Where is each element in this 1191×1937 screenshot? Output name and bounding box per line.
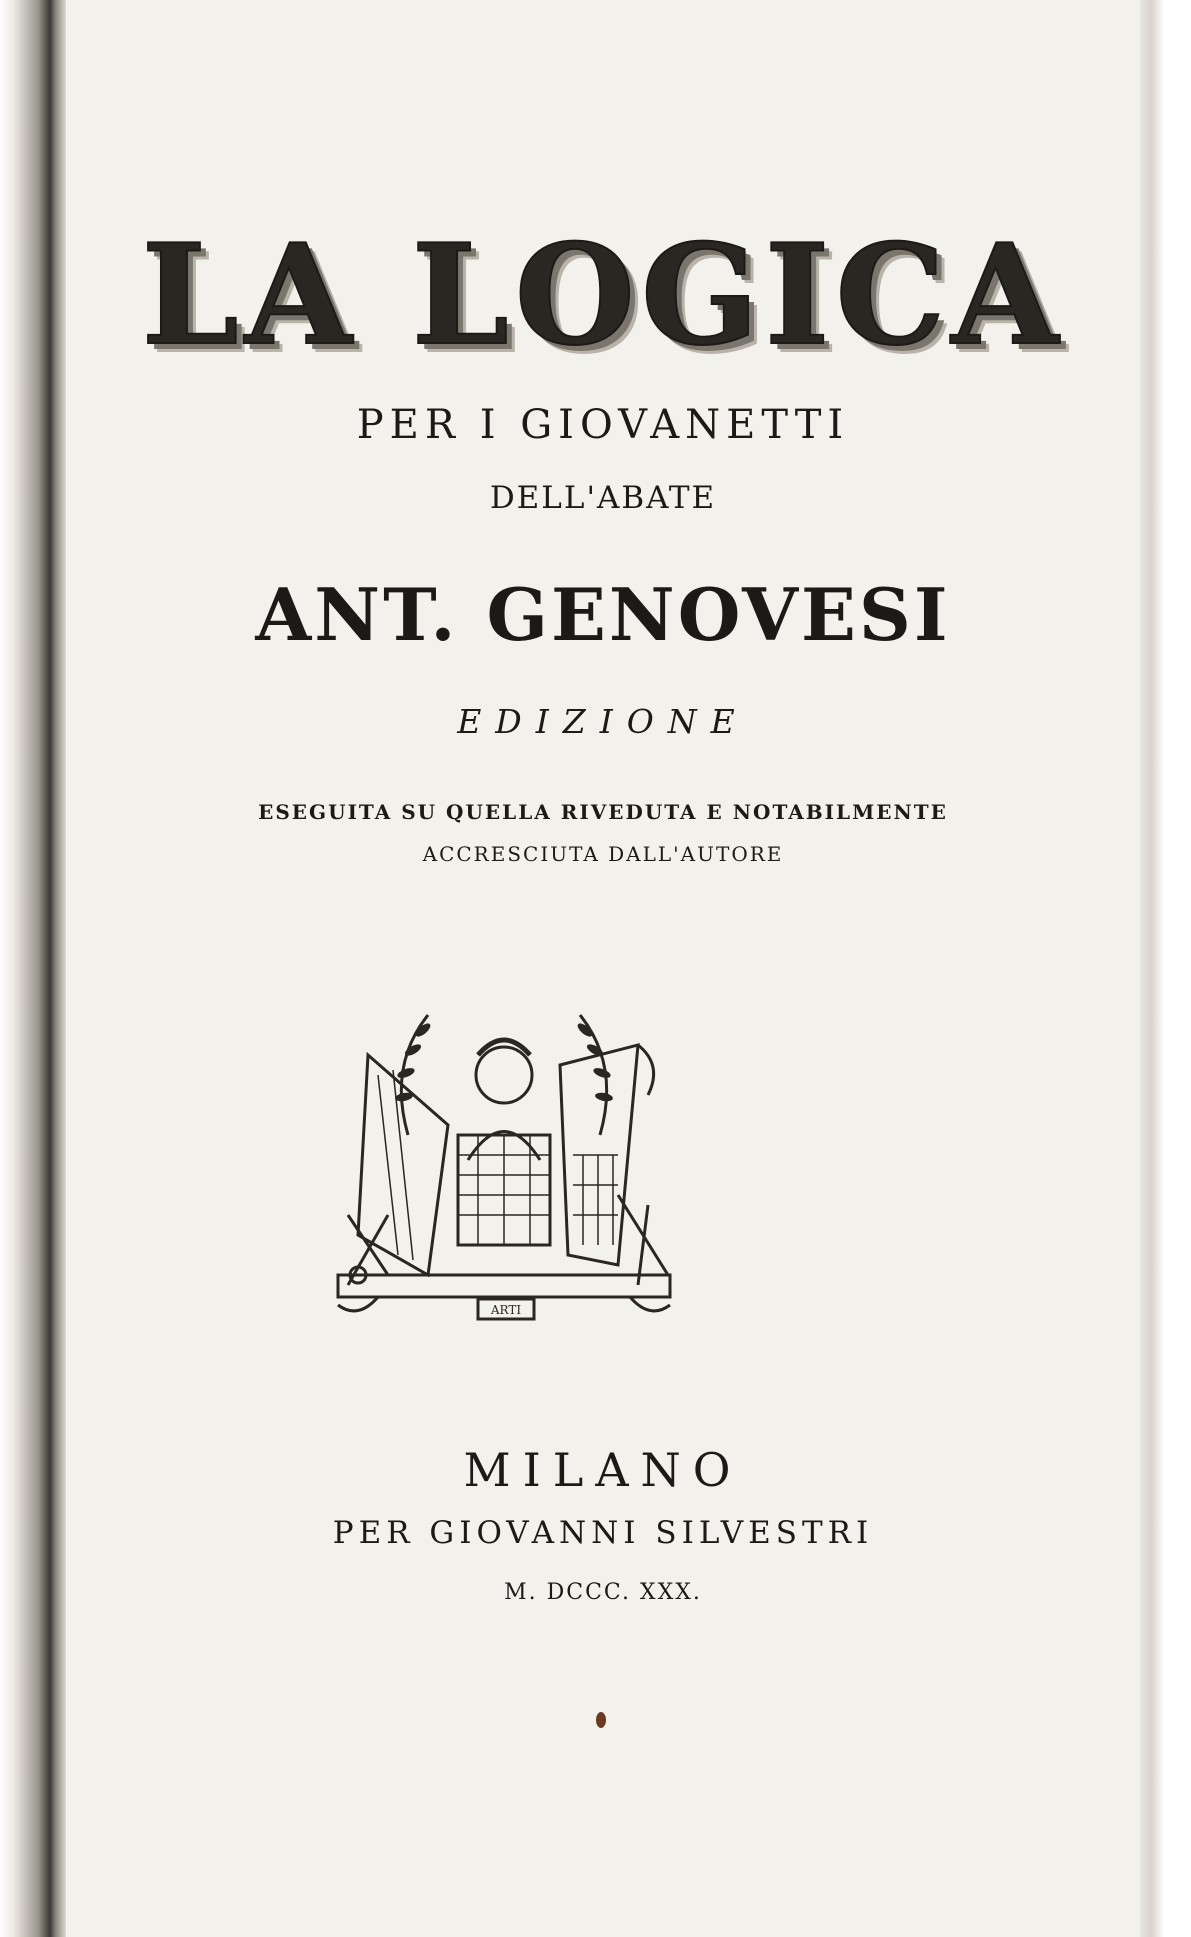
author-name: ANT. GENOVESI [255,572,951,657]
imprint-city: MILANO [463,1443,743,1497]
page-edge [1140,0,1191,1937]
subtitle-line-2: DELL'ABATE [489,480,717,516]
foxing-stain [596,1712,606,1728]
edition-note-line-2: ACCRESCIUTA DALL'AUTORE [422,842,784,866]
edition-label: EDIZIONE [457,702,749,741]
imprint-publisher: PER GIOVANNI SILVESTRI [332,1515,874,1551]
binding-edge [0,0,70,1937]
imprint-year: M. DCCC. XXX. [504,1580,702,1605]
arti-allegory-vignette-icon [318,985,690,1330]
subtitle-line-1: PER I GIOVANETTI [356,402,850,448]
book-title: LA LOGICA [141,213,1065,376]
vignette-banner-text: ARTI [490,1303,522,1317]
edition-note-line-1: ESEGUITA SU QUELLA RIVEDUTA E NOTABILMENTE [258,800,948,824]
